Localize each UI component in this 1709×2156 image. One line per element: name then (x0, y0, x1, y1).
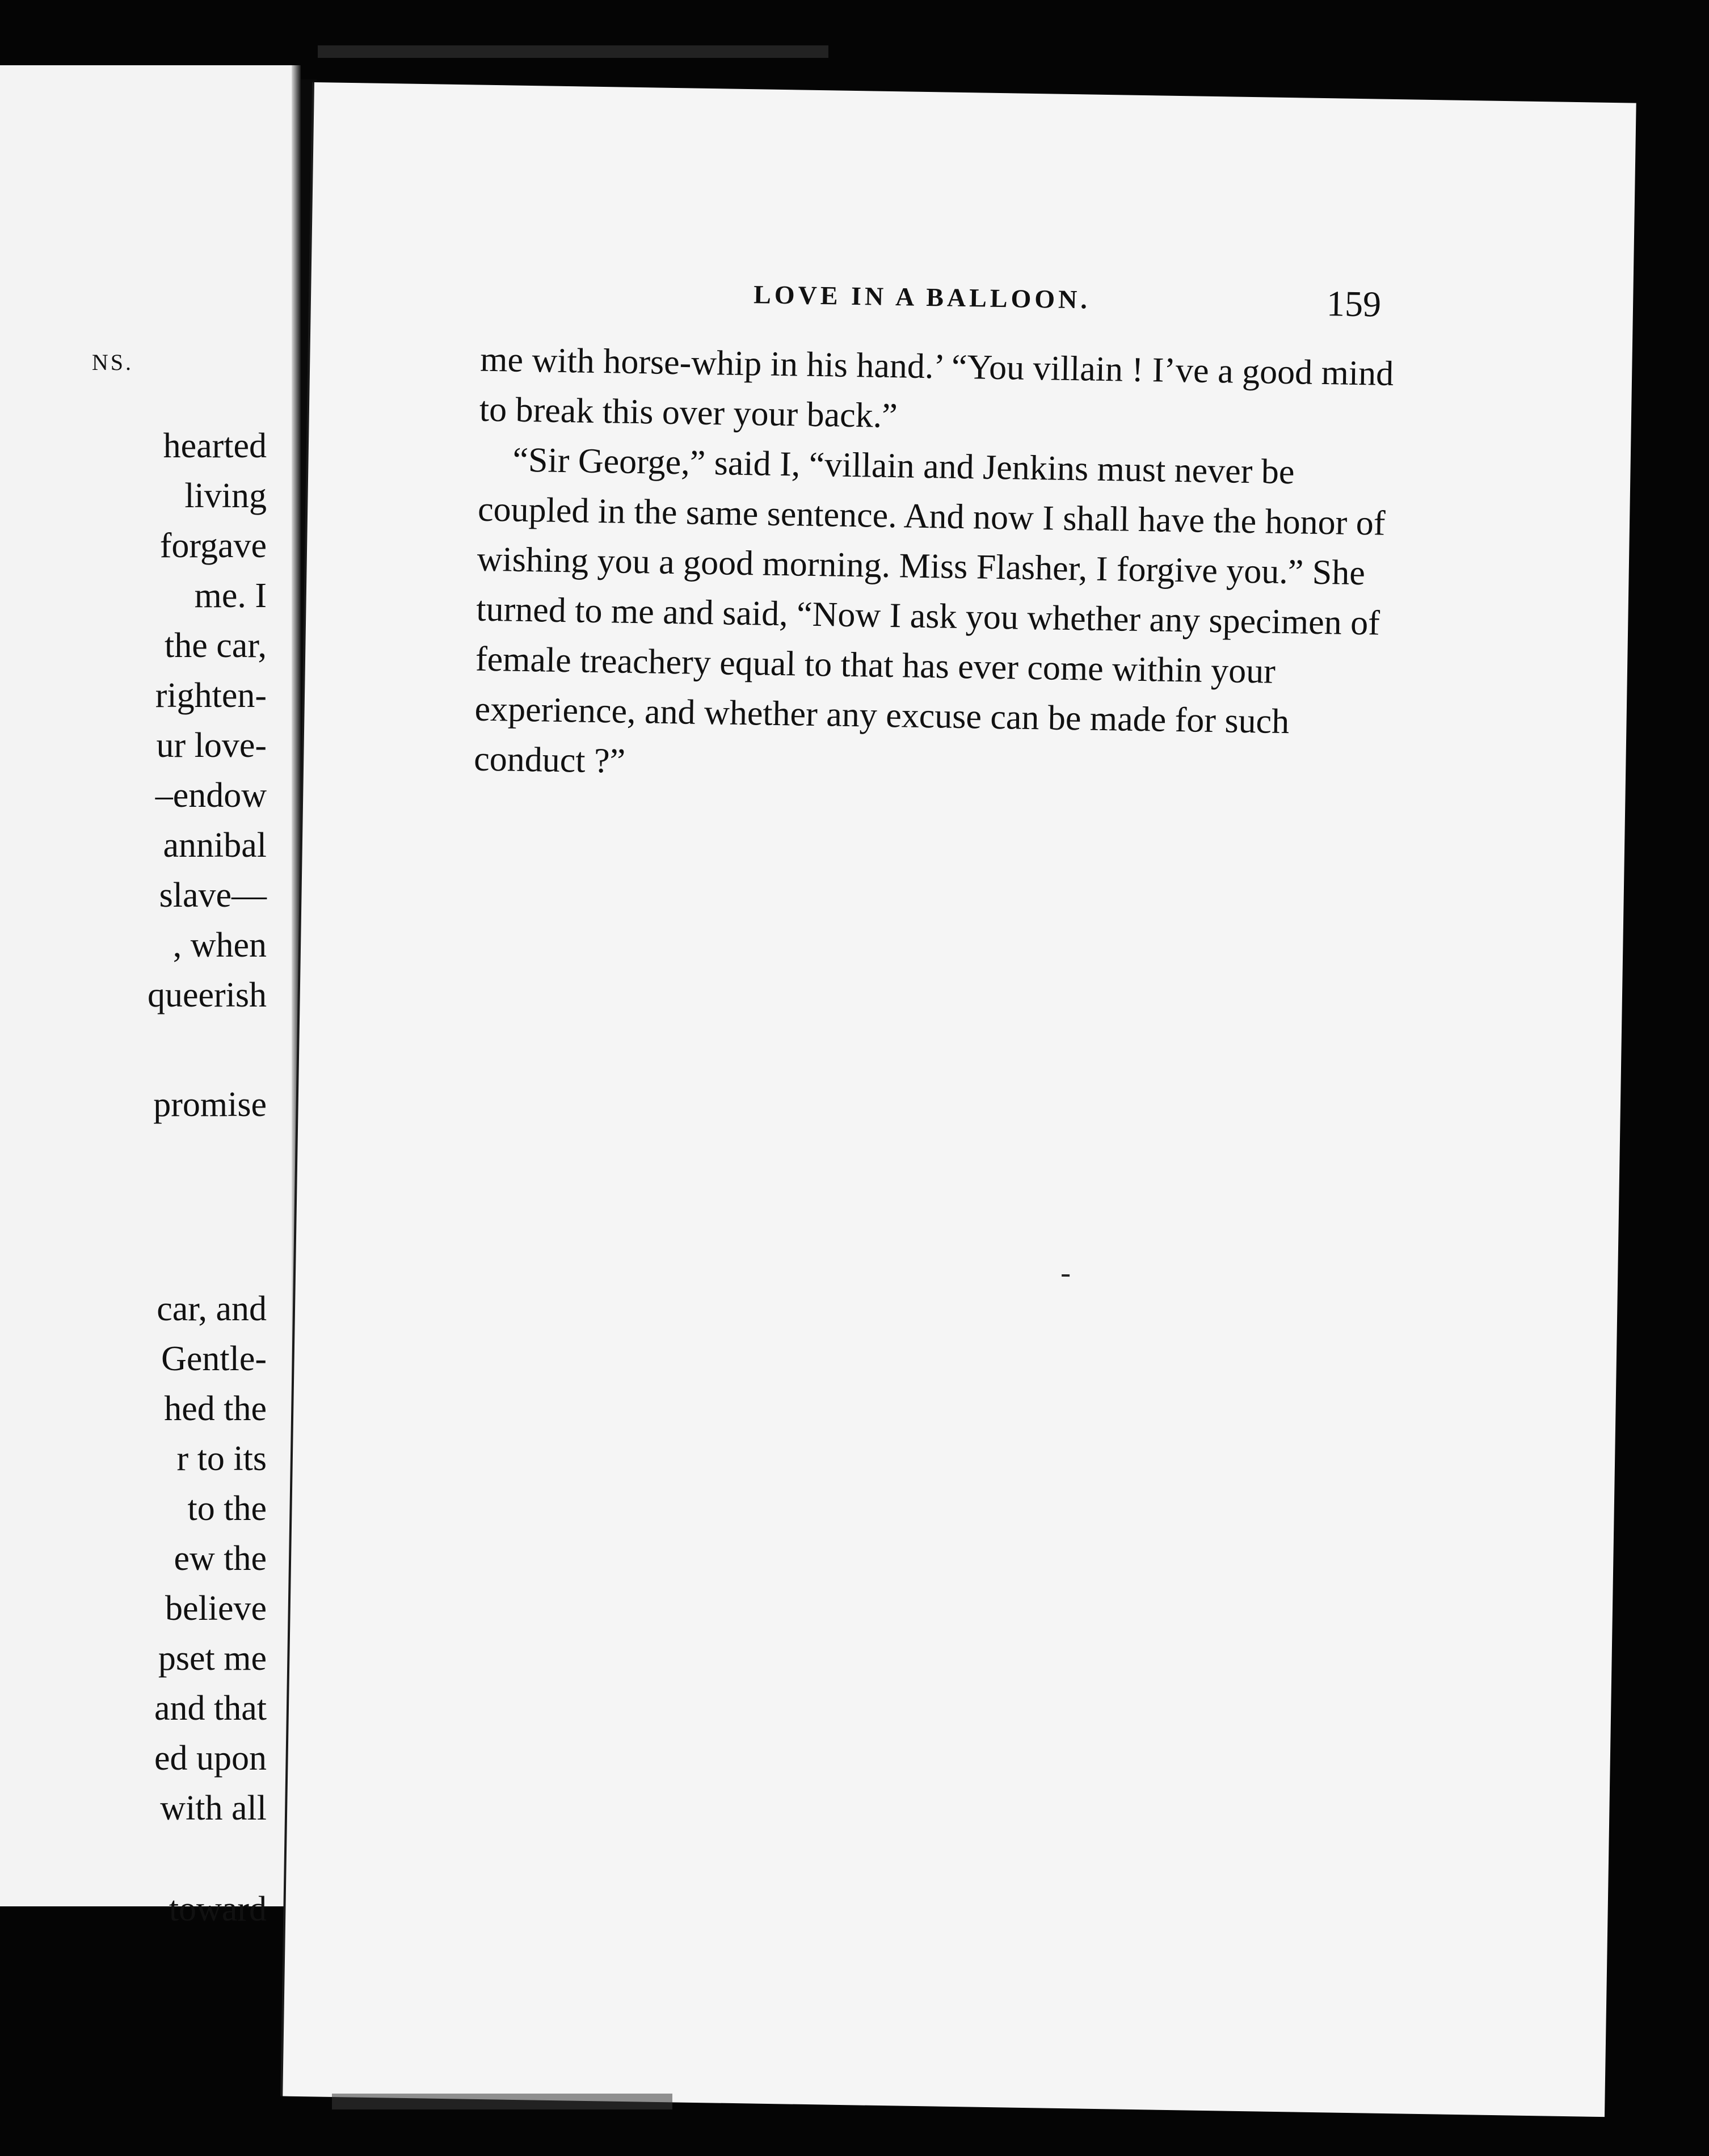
left-page-line: me. I (194, 576, 267, 615)
left-page-line: promise (153, 1085, 267, 1124)
page-edge-shadow-top (318, 45, 828, 58)
left-page-line: car, and (157, 1290, 267, 1328)
scan-speck (1062, 1274, 1070, 1277)
left-page-line: queerish (147, 976, 267, 1014)
left-page-line: , when (172, 926, 267, 965)
left-page-line: ed upon (154, 1739, 267, 1778)
left-page-line: ur love- (156, 726, 267, 765)
left-page-line: ew the (174, 1539, 267, 1578)
left-page-line: hed the (164, 1389, 267, 1428)
page-number: 159 (1326, 283, 1382, 325)
running-head: LOVE IN A BALLOON. (753, 280, 1091, 314)
left-page-line: and that (154, 1689, 267, 1728)
left-page-line: forgave (159, 527, 267, 565)
paragraph-2: “Sir George,” said I, “villain and Jenkins must never be coupled in the same sentence. And now I shall have the honor of wishing you a good morning. Miss Flasher, I forgive you.” She turned to me and said, “Now I ask you whether any specimen of female treachery equal to that has ever come within your experience, and whether any excuse can be made for such conduct ?” (473, 440, 1386, 781)
left-page-line: believe (165, 1589, 267, 1628)
left-page-line: the car, (165, 626, 267, 665)
right-page (283, 82, 1636, 2117)
left-page-line: –endow (155, 776, 267, 815)
left-page-line: annibal (163, 826, 267, 865)
page-body (474, 335, 1394, 798)
left-page-line: to the (187, 1489, 267, 1528)
left-page-line: pset me (158, 1639, 267, 1678)
left-page-line: hearted (163, 427, 267, 465)
left-page-line: living (184, 477, 267, 515)
left-page-line: r to its (176, 1439, 267, 1478)
left-page (0, 65, 301, 1928)
left-running-head: NS. (91, 349, 133, 375)
paragraph-1: me with horse-whip in his hand.’ “You villain ! I’ve a good mind to break this over your back.” (479, 340, 1394, 436)
page-edge-shadow-bottom (332, 2094, 672, 2109)
left-page-line: Gentle- (161, 1340, 267, 1378)
left-page-line: slave— (159, 876, 267, 915)
left-page-line: righten- (155, 676, 267, 715)
left-page-line: with all (160, 1789, 267, 1827)
left-page-line: toward (169, 1890, 267, 1928)
